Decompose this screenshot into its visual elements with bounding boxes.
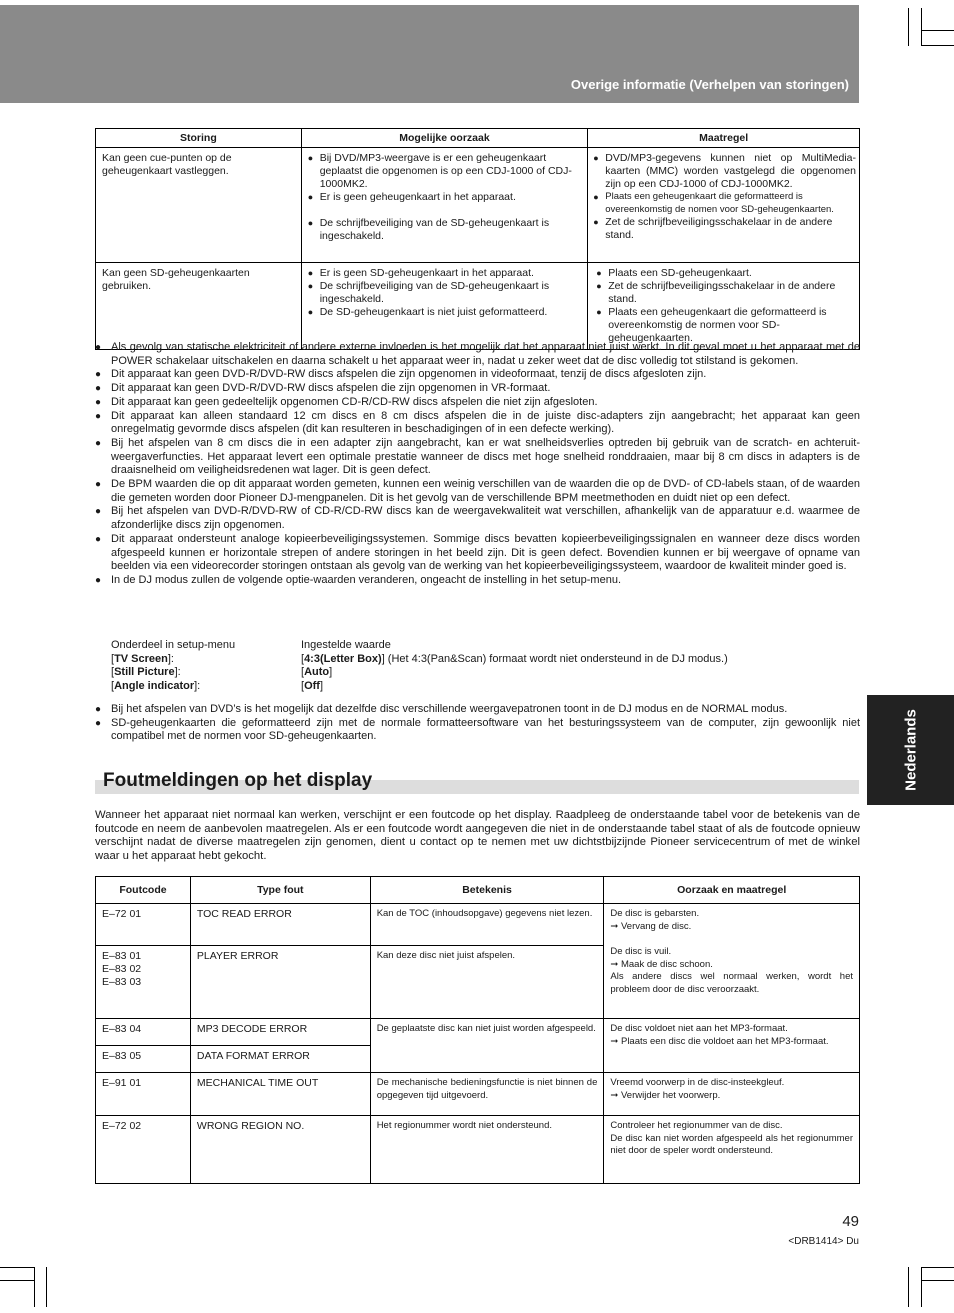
column-header: Type fout (190, 877, 370, 904)
note-item: ● In de DJ modus zullen de volgende optie-waarden veranderen, ongeacht de instelling in het setup-menu. (95, 574, 860, 588)
setup-table (111, 639, 728, 694)
note-item: ● Bij het afspelen van DVD’s is het mogelijk dat dezelfde disc verschillende weergavepatronen toont in de DJ modus en de NORMAL modus. (95, 703, 860, 717)
section-intro: Wanneer het apparaat niet normaal kan werken, verschijnt er een foutcode op het display. Raadpleeg de onderstaande tabel voor de betekenis van de foutcode en neem de aanbevolen maatregelen. Als er een foutcode wordt aangegeven die niet in de onderstaande tabel staat of als de foutcode opnieuw verschijnt nadat de diverse maatregelen zijn genomen, dient u contact op te nemen met uw dichtstbijzijnde Pioneer servicecentrum of met de winkel waar u het apparaat hebt gekocht. (95, 809, 860, 863)
crop-mark (921, 45, 954, 46)
list-item: ● Zet de schrijfbeveiligingsschakelaar in de andere stand. (596, 280, 853, 306)
crop-mark (921, 1267, 922, 1307)
error-cause: Vreemd voorwerp in de disc-insteekgleuf. ➞ Verwijder het voorwerp. (604, 1073, 860, 1116)
note-item: ● SD-geheugenkaarten die geformatteerd zijn met de normale formatteersoftware van het besturingssysteem van de computer, zijn gewoonlijk niet compatibel met de normen voor SD-geheugenkaarten. (95, 717, 860, 744)
list-item: ● Plaats een geheugenkaart die geformatteerd is overeenkomstig de normen voor SD-geheugenkaarten. (596, 306, 853, 345)
crop-mark (921, 1267, 954, 1268)
note-item: ● Dit apparaat kan geen DVD-R/DVD-RW discs afspelen die zijn opgenomen in videoformaat, tenzij de discs afgesloten zijn. (95, 368, 860, 382)
document-code: <DRB1414> Du (788, 1236, 859, 1247)
setup-value: 4:3(Letter Box) (304, 652, 382, 665)
note-item: ● Dit apparaat kan alleen standaard 12 cm discs en 8 cm discs afspelen die in de juiste disc-adapters zijn aangebracht; het apparaat kan geen onregelmatig gevormde discs afspelen (dit kan resulteren in beschadigingen of in een defecte werking). (95, 410, 860, 437)
error-meaning: De geplaatste disc kan niet juist worden afgespeeld. (370, 1019, 604, 1073)
error-code: E–91 01 (96, 1073, 191, 1116)
table-header-row (96, 129, 860, 148)
error-code-table (95, 876, 860, 1184)
crop-mark (908, 1267, 909, 1307)
setup-row: [Angle indicator]: [Off] (111, 680, 324, 693)
setup-item: Angle indicator (114, 680, 195, 693)
setup-item: Still Picture (114, 666, 175, 679)
troubleshooting-table (95, 128, 860, 350)
column-header: Storing (96, 129, 302, 148)
error-meaning: Het regionummer wordt niet ondersteund. (370, 1116, 604, 1184)
crop-mark (908, 8, 909, 46)
list-item: ● DVD/MP3-gegevens kunnen niet op MultiMedia-kaarten (MMC) worden vastgelegd die opgenomen zijn op een CDJ-1000 of CDJ-1000MK2. (593, 152, 856, 191)
language-tab-label: Nederlands (902, 709, 920, 791)
error-type: MP3 DECODE ERROR (190, 1019, 370, 1046)
table-row (96, 263, 860, 350)
list-item: ● De schrijfbeveiliging van de SD-geheugenkaart is ingeschakeld. (308, 280, 582, 306)
crop-mark (921, 8, 922, 46)
column-header: Mogelijke oorzaak (301, 129, 588, 148)
setup-extra: (Het 4:3(Pan&Scan) formaat wordt niet ondersteund in de DJ modus.) (384, 652, 728, 665)
setup-item: TV Screen (114, 652, 168, 665)
list-item: ● Plaats een geheugenkaart die geformatteerd is overeenkomstig de nomen voor SD-geheugenkaarten. (593, 191, 856, 216)
error-meaning: Kan deze disc niet juist afspelen. (370, 946, 604, 1019)
error-code: E–83 04 (96, 1019, 191, 1046)
error-cause: Controleer het regionummer van de disc. De disc kan niet worden afgespeeld als het regionummer niet door de speler wordt ondersteund. (604, 1116, 860, 1184)
list-item: ● De schrijfbeveiliging van de SD-geheugenkaart is ingeschakeld. (308, 217, 582, 243)
setup-row: [TV Screen]: [4:3(Letter Box)] (Het 4:3(Pan&Scan) formaat wordt niet ondersteund in de DJ modus.) (111, 652, 728, 665)
crop-mark (921, 1280, 954, 1281)
table-row (96, 148, 860, 263)
error-type: TOC READ ERROR (190, 904, 370, 946)
error-type: DATA FORMAT ERROR (190, 1046, 370, 1073)
setup-col2-header: Ingestelde waarde (301, 639, 391, 651)
error-cause: De disc is gebarsten. ➞ Vervang de disc. De disc is vuil. ➞ Maak de disc schoon. Als andere discs wel normaal werken, wordt het probleem door de disc veroorzaakt. (604, 904, 860, 1019)
storing-cell: Kan geen cue-punten op de geheugenkaart vastleggen. (96, 148, 302, 263)
error-code: E–83 01 E–83 02 E–83 03 (96, 946, 191, 1019)
error-meaning: De mechanische bedieningsfunctie is niet binnen de opgegeven tijd uitgevoerd. (370, 1073, 604, 1116)
crop-mark (0, 1267, 34, 1268)
oorzaak-cell (301, 148, 588, 263)
note-item: ● Dit apparaat kan geen DVD-R/DVD-RW discs afspelen die zijn opgenomen in VR-formaat. (95, 382, 860, 396)
table-row (96, 1073, 860, 1116)
page-number: 49 (842, 1213, 859, 1230)
table-row (96, 1019, 860, 1046)
note-item: ● Als gevolg van statische elektriciteit of andere externe invloeden is het mogelijk dat het apparaat niet juist werkt. In dit geval moet u het apparaat met de POWER schakelaar uitschakelen en daarna schakelt u het apparaat weer in, nadat u zeker weet dat de disc volledig tot stilstand is gekomen. (95, 341, 860, 368)
page-header (0, 5, 859, 103)
storing-cell: Kan geen SD-geheugenkaarten gebruiken. (96, 263, 302, 350)
crop-mark (46, 1267, 47, 1307)
table-row (96, 1116, 860, 1184)
error-type: WRONG REGION NO. (190, 1116, 370, 1184)
setup-header-row (111, 639, 728, 653)
note-item: ● Bij het afspelen van DVD-R/DVD-RW of CD-R/CD-RW discs kan de weergavekwaliteit wat verschillen, afhankelijk van de apparatuur e.d. waarmee de afzonderlijke discs zijn opgenomen. (95, 505, 860, 532)
note-item: ● Dit apparaat kan geen gedeeltelijk opgenomen CD-R/CD-RW discs afspelen die niet zijn afgesloten. (95, 396, 860, 410)
error-meaning: Kan de TOC (inhoudsopgave) gegevens niet lezen. (370, 904, 604, 946)
setup-value: Off (304, 680, 320, 693)
setup-col1-header: Onderdeel in setup-menu (111, 639, 236, 651)
note-item: ● De BPM waarden die op dit apparaat worden gemeten, kunnen een weinig verschillen van de waarden die op de DVD- of CD-labels staan, of de waarden die gemeten worden door Pioneer DJ-mengpanelen. Dit is het gevolg van de verschillende BPM meetmethoden en duidt niet op een defect. (95, 478, 860, 505)
list-item: ● De SD-geheugenkaart is niet juist geformatteerd. (308, 306, 582, 319)
error-type: PLAYER ERROR (190, 946, 370, 1019)
header-title: Overige informatie (Verhelpen van storingen) (570, 77, 849, 92)
table-row (96, 904, 860, 946)
table-header-row (96, 877, 860, 904)
error-code: E–72 02 (96, 1116, 191, 1184)
notes-list (95, 341, 860, 588)
section-title: Foutmeldingen op het display (103, 770, 373, 791)
language-tab (867, 695, 954, 805)
error-type: MECHANICAL TIME OUT (190, 1073, 370, 1116)
oorzaak-cell (301, 263, 588, 350)
list-item: ● Zet de schrijfbeveiligingsschakelaar in de andere stand. (593, 216, 856, 242)
list-item: ● Er is geen SD-geheugenkaart in het apparaat. (308, 267, 582, 280)
list-item: ● Bij DVD/MP3-weergave is er een geheugenkaart geplaatst die opgenomen is op een CDJ-1000 of CDJ-1000MK2. (308, 152, 582, 191)
maatregel-cell (588, 263, 860, 350)
crop-mark (921, 30, 954, 31)
crop-mark (34, 1267, 35, 1307)
column-header: Foutcode (96, 877, 191, 904)
column-header: Betekenis (370, 877, 604, 904)
maatregel-cell (588, 148, 860, 263)
notes-list-2 (95, 703, 860, 744)
error-code: E–72 01 (96, 904, 191, 946)
setup-value: Auto (304, 666, 330, 679)
list-item: ● Er is geen geheugenkaart in het apparaat. (308, 191, 582, 204)
error-cause: De disc voldoet niet aan het MP3-formaat. ➞ Plaats een disc die voldoet aan het MP3-formaat. (604, 1019, 860, 1073)
list-item: ● Plaats een SD-geheugenkaart. (596, 267, 853, 280)
note-item: ● Bij het afspelen van 8 cm discs die in een adapter zijn aangebracht, kan er wat snelheidsverlies optreden bij gebruik van de scratch- en achteruit-weergaverfuncties. Het apparaat levert een optimale prestatie wanneer de discs met hoge snelheid ronddraaien, maar bij 8 cm discs in adapters is de draaisnelheid om veiligheidsredenen wat lager. Dit is geen defect. (95, 437, 860, 478)
setup-row: [Still Picture]: [Auto] (111, 666, 333, 679)
column-header: Oorzaak en maatregel (604, 877, 860, 904)
note-item: ● Dit apparaat ondersteunt analoge kopieerbeveiligingssystemen. Sommige discs bevatten kopieerbeveiligingssignalen en wanneer deze discs worden afgespeeld kunnen er horizontale strepen of andere storingen in het beeld zijn. Dit is geen defect. Bovendien kunnen er bij weergave of opname van beelden via een videorecorder storingen ontstaan als gevolg van de werking van het kopieerbeveiligingssysteem, waardoor de kwaliteit minder goed is. (95, 533, 860, 574)
error-code: E–83 05 (96, 1046, 191, 1073)
column-header: Maatregel (588, 129, 860, 148)
crop-mark (0, 1280, 34, 1281)
